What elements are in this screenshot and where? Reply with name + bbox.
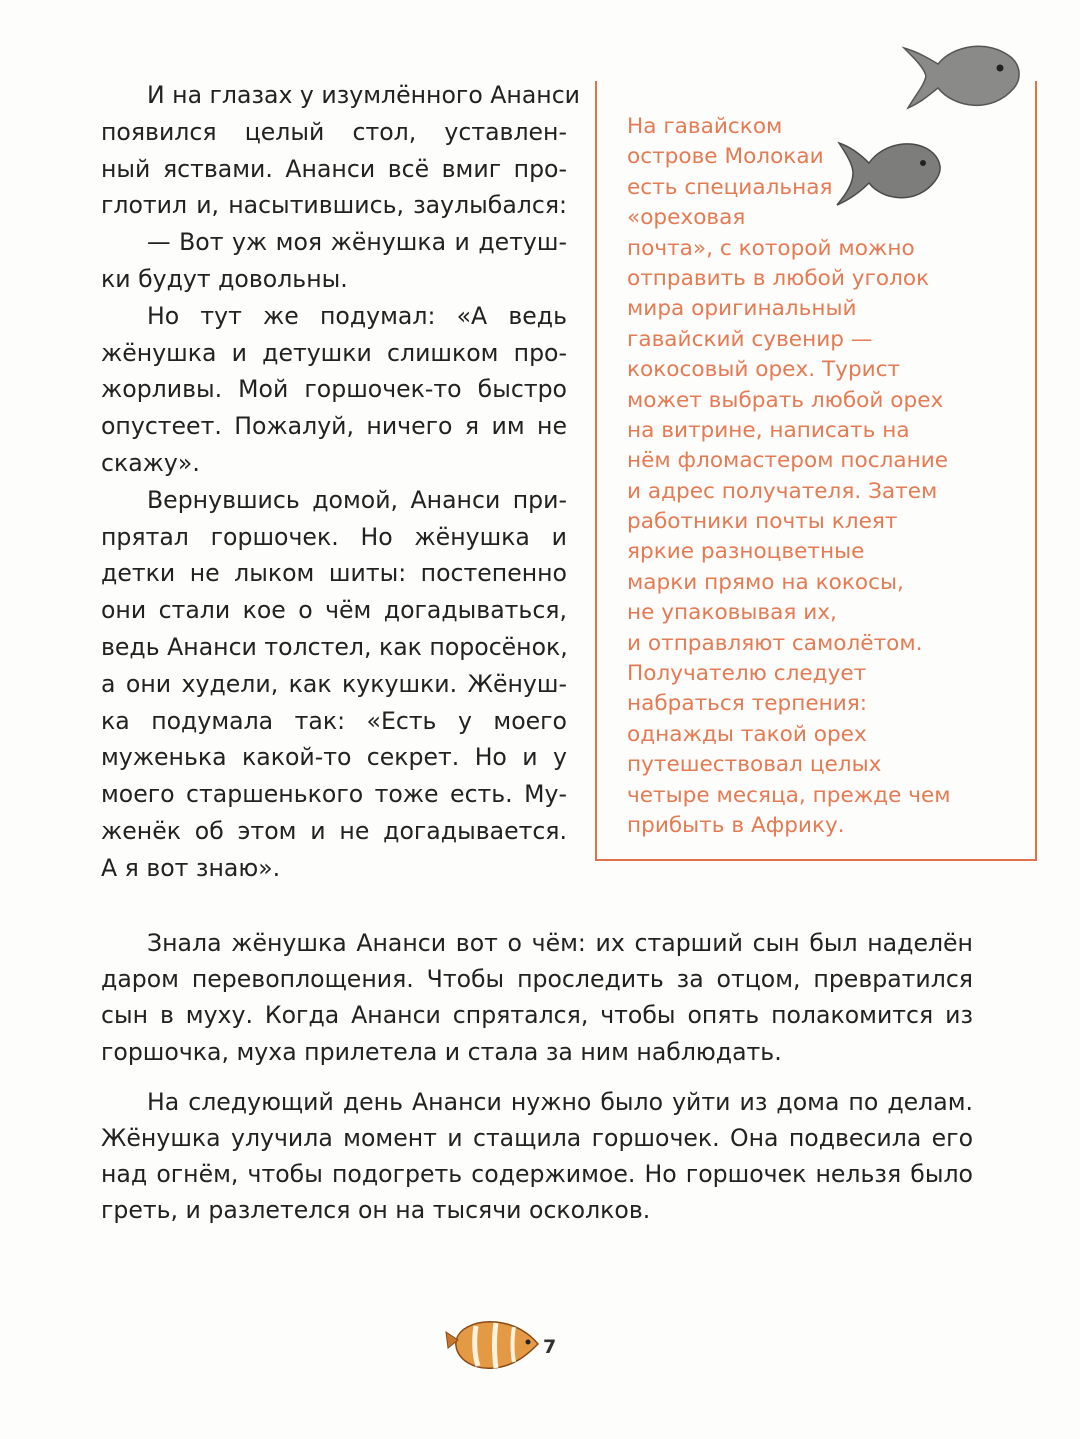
striped-fish-icon (444, 1318, 544, 1374)
fact-line: и отправляют самолётом. (627, 630, 923, 656)
text-line: Вернувшись домой, Ананси при- (147, 485, 567, 514)
fact-line: путешествовал целых (627, 752, 882, 778)
fact-line: однажды такой орех (627, 721, 867, 747)
fact-box (595, 81, 1037, 861)
text-line: ка подумала так: «Есть у моего (101, 706, 567, 735)
text-line: скажу». (101, 448, 200, 477)
fact-line: марки прямо на кокосы, (627, 569, 904, 595)
fact-line: есть специальная (627, 174, 833, 200)
text-line: моего старшенького тоже есть. Му- (101, 780, 567, 809)
fact-line: прибыть в Африку. (627, 812, 845, 838)
text-line: греть, и разлетелся он на тысячи осколков. (101, 1196, 651, 1225)
text-line: Знала жёнушка Ананси вот о чём: их старший сын был наделён (147, 929, 973, 957)
text-line: прятал горшочек. Но жёнушка и (101, 522, 567, 551)
text-line: горшочка, муха прилетела и стала за ним наблюдать. (101, 1037, 782, 1066)
fact-line: кокосовый орех. Турист (627, 357, 901, 383)
fact-line: и адрес получателя. Затем (627, 478, 938, 504)
text-line: сын в муху. Когда Ананси спрятался, чтобы опять полакомится из (101, 1001, 973, 1030)
fact-line: нём фломастером послание (627, 448, 949, 474)
fact-line: на витрине, написать на (627, 417, 910, 443)
fact-line: На гавайском (627, 114, 783, 139)
text-line: а они худели, как кукушки. Жёнуш- (101, 669, 567, 698)
fact-line: «ореховая (627, 205, 746, 231)
fact-line: не упаковывая их, (627, 600, 837, 626)
fact-line: мира оригинальный (627, 296, 857, 322)
text-line: жорливы. Мой горшочек-то быстро (101, 375, 567, 404)
fact-line: почта», с которой можно (627, 235, 915, 261)
fact-line: острове Молокаи (627, 144, 824, 170)
text-line: детки не лыком шиты: постепенно (101, 559, 567, 588)
text-line: женёк об этом и не догадывается. (101, 816, 567, 845)
fact-box-text (627, 112, 951, 841)
text-line: А я вот знаю». (101, 853, 281, 882)
text-line: глотил и, насытившись, заулыбался: (101, 191, 567, 220)
fact-line: Получателю следует (627, 661, 867, 687)
text-line: ведь Ананси толстел, как поросёнок, (101, 632, 568, 661)
text-line: муженька какой-то секрет. Но и у (101, 743, 567, 772)
text-line: жёнушка и детушки слишком про- (101, 338, 567, 367)
fish-icon (896, 36, 1026, 118)
text-line: они стали кое о чём догадываться, (101, 596, 567, 625)
text-line: опустеет. Пожалуй, ничего я им не (101, 412, 567, 441)
text-line: Жёнушка улучила момент и стащила горшочек. Она подвесила его (101, 1123, 973, 1152)
fact-line: отправить в любой уголок (627, 265, 930, 291)
text-line: ки будут довольны. (101, 264, 348, 293)
text-line: над огнём, чтобы подогреть содержимое. Но горшочек нельзя было (101, 1160, 973, 1189)
story-column (101, 77, 581, 887)
fact-line: гавайский сувенир — (627, 326, 873, 352)
fact-line: работники почты клеят (627, 509, 898, 535)
text-line: На следующий день Ананси нужно было уйти из дома по делам. (147, 1087, 973, 1116)
text-line: — Вот уж моя жёнушка и детуш- (147, 228, 567, 257)
fact-line: яркие разноцветные (627, 539, 865, 565)
fact-line: четыре месяца, прежде чем (627, 782, 951, 808)
text-line: ный яствами. Ананси всё вмиг про- (101, 154, 567, 183)
fact-line: набраться терпения: (627, 691, 868, 717)
text-line: И на глазах у изумлённого Ананси (147, 81, 581, 109)
text-line: даром перевоплощения. Чтобы проследить за отцом, превратился (101, 965, 973, 994)
fact-line: может выбрать любой орех (627, 387, 944, 413)
fish-icon (833, 135, 945, 215)
page-number: 7 (543, 1336, 557, 1358)
text-line: появился целый стол, уставлен- (101, 117, 567, 146)
text-line: Но тут же подумал: «А ведь (147, 301, 567, 330)
story-continuation (101, 925, 973, 1229)
